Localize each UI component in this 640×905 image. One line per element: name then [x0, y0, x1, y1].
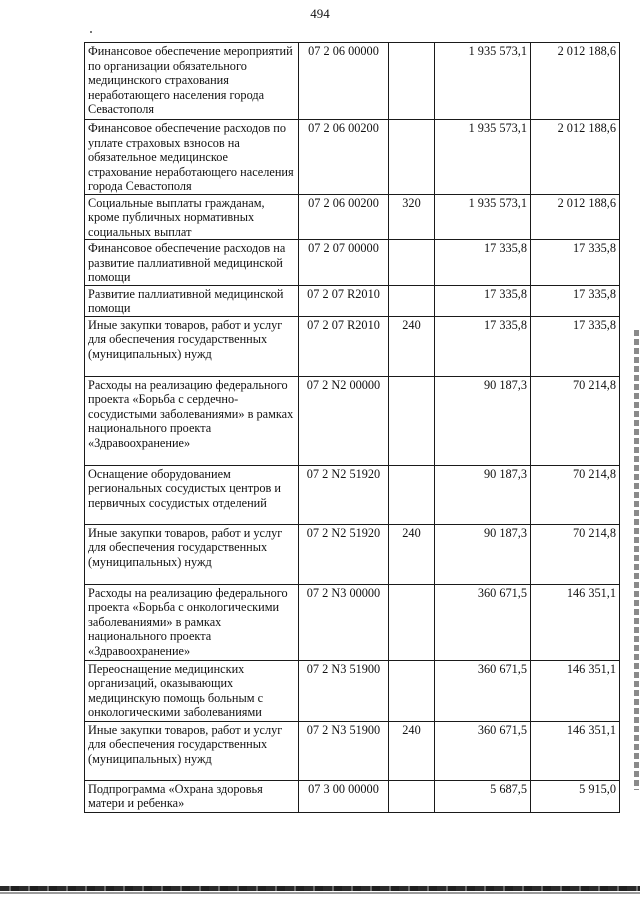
- row-year1-cell: 90 187,3: [435, 376, 531, 465]
- row-name-cell: Оснащение оборудованием региональных сосудистых центров и первичных сосудистых отделений: [85, 465, 299, 524]
- scan-bottom-artifact: [0, 886, 640, 891]
- table-row: [85, 721, 620, 780]
- row-code-cell: 07 2 07 00000: [299, 240, 389, 286]
- table-row: [85, 524, 620, 584]
- row-type-cell: [389, 376, 435, 465]
- row-code-cell: 07 2 N3 51900: [299, 660, 389, 721]
- row-type-cell: [389, 240, 435, 286]
- row-name-cell: Социальные выплаты гражданам, кроме публичных нормативных социальных выплат: [85, 194, 299, 240]
- row-type-cell: [389, 584, 435, 660]
- table-row: [85, 376, 620, 465]
- row-name-cell: Расходы на реализацию федерального проекта «Борьба с сердечно-сосудистыми заболеваниями» в рамках национального проекта «Здравоохранение»: [85, 376, 299, 465]
- row-year2-cell: 146 351,1: [531, 721, 620, 780]
- row-name-cell: Финансовое обеспечение расходов на развитие паллиативной медицинской помощи: [85, 240, 299, 286]
- row-name-cell: Переоснащение медицинских организаций, оказывающих медицинскую помощь больным с онкологическими заболеваниями: [85, 660, 299, 721]
- row-year1-cell: 360 671,5: [435, 584, 531, 660]
- row-name-cell: Финансовое обеспечение мероприятий по организации обязательного медицинского страхования неработающего населения города Севастополя: [85, 43, 299, 120]
- row-name-cell: Подпрограмма «Охрана здоровья матери и ребенка»: [85, 780, 299, 812]
- row-type-cell: 240: [389, 524, 435, 584]
- row-year2-cell: 2 012 188,6: [531, 194, 620, 240]
- row-type-cell: 240: [389, 721, 435, 780]
- budget-table: [84, 42, 620, 813]
- table-row: [85, 43, 620, 120]
- row-year1-cell: 90 187,3: [435, 524, 531, 584]
- table-row: [85, 465, 620, 524]
- row-year1-cell: 360 671,5: [435, 660, 531, 721]
- row-code-cell: 07 2 N3 00000: [299, 584, 389, 660]
- row-year1-cell: 1 935 573,1: [435, 120, 531, 195]
- row-year2-cell: 17 335,8: [531, 240, 620, 286]
- row-year2-cell: 70 214,8: [531, 524, 620, 584]
- row-type-cell: [389, 285, 435, 316]
- row-code-cell: 07 2 N3 51900: [299, 721, 389, 780]
- row-year2-cell: 70 214,8: [531, 376, 620, 465]
- row-code-cell: 07 2 06 00200: [299, 120, 389, 195]
- row-year1-cell: 90 187,3: [435, 465, 531, 524]
- row-year2-cell: 5 915,0: [531, 780, 620, 812]
- row-type-cell: [389, 660, 435, 721]
- row-year2-cell: 2 012 188,6: [531, 120, 620, 195]
- row-type-cell: 240: [389, 316, 435, 376]
- row-code-cell: 07 2 07 R2010: [299, 316, 389, 376]
- row-year1-cell: 17 335,8: [435, 285, 531, 316]
- row-year2-cell: 2 012 188,6: [531, 43, 620, 120]
- table-row: [85, 660, 620, 721]
- table-row: [85, 316, 620, 376]
- row-year2-cell: 17 335,8: [531, 285, 620, 316]
- row-name-cell: Расходы на реализацию федерального проекта «Борьба с онкологическими заболеваниями» в рамках национального проекта «Здравоохранение»: [85, 584, 299, 660]
- row-type-cell: [389, 120, 435, 195]
- row-name-cell: Развитие паллиативной медицинской помощи: [85, 285, 299, 316]
- row-type-cell: 320: [389, 194, 435, 240]
- row-year1-cell: 17 335,8: [435, 240, 531, 286]
- row-type-cell: [389, 465, 435, 524]
- scan-edge-artifact: [634, 330, 639, 790]
- scan-bottom-line: [0, 892, 640, 894]
- row-year1-cell: 360 671,5: [435, 721, 531, 780]
- table-row: [85, 194, 620, 240]
- page-number: 494: [310, 6, 330, 21]
- row-type-cell: [389, 780, 435, 812]
- row-code-cell: 07 2 N2 00000: [299, 376, 389, 465]
- row-type-cell: [389, 43, 435, 120]
- row-year1-cell: 5 687,5: [435, 780, 531, 812]
- table-row: [85, 240, 620, 286]
- row-year2-cell: 17 335,8: [531, 316, 620, 376]
- row-year2-cell: 146 351,1: [531, 584, 620, 660]
- row-name-cell: Иные закупки товаров, работ и услуг для обеспечения государственных (муниципальных) нужд: [85, 721, 299, 780]
- row-code-cell: 07 2 06 00200: [299, 194, 389, 240]
- row-name-cell: Финансовое обеспечение расходов по уплате страховых взносов на обязательное медицинское страхование неработающего населения города Севастополя: [85, 120, 299, 195]
- row-code-cell: 07 2 N2 51920: [299, 524, 389, 584]
- scan-speck: [90, 31, 92, 33]
- row-code-cell: 07 2 N2 51920: [299, 465, 389, 524]
- row-name-cell: Иные закупки товаров, работ и услуг для обеспечения государственных (муниципальных) нужд: [85, 524, 299, 584]
- table-row: [85, 285, 620, 316]
- row-year1-cell: 17 335,8: [435, 316, 531, 376]
- row-name-cell: Иные закупки товаров, работ и услуг для обеспечения государственных (муниципальных) нужд: [85, 316, 299, 376]
- row-year1-cell: 1 935 573,1: [435, 43, 531, 120]
- row-year2-cell: 70 214,8: [531, 465, 620, 524]
- row-code-cell: 07 3 00 00000: [299, 780, 389, 812]
- table-row: [85, 780, 620, 812]
- table-row: [85, 584, 620, 660]
- row-year1-cell: 1 935 573,1: [435, 194, 531, 240]
- row-code-cell: 07 2 06 00000: [299, 43, 389, 120]
- row-year2-cell: 146 351,1: [531, 660, 620, 721]
- table-row: [85, 120, 620, 195]
- row-code-cell: 07 2 07 R2010: [299, 285, 389, 316]
